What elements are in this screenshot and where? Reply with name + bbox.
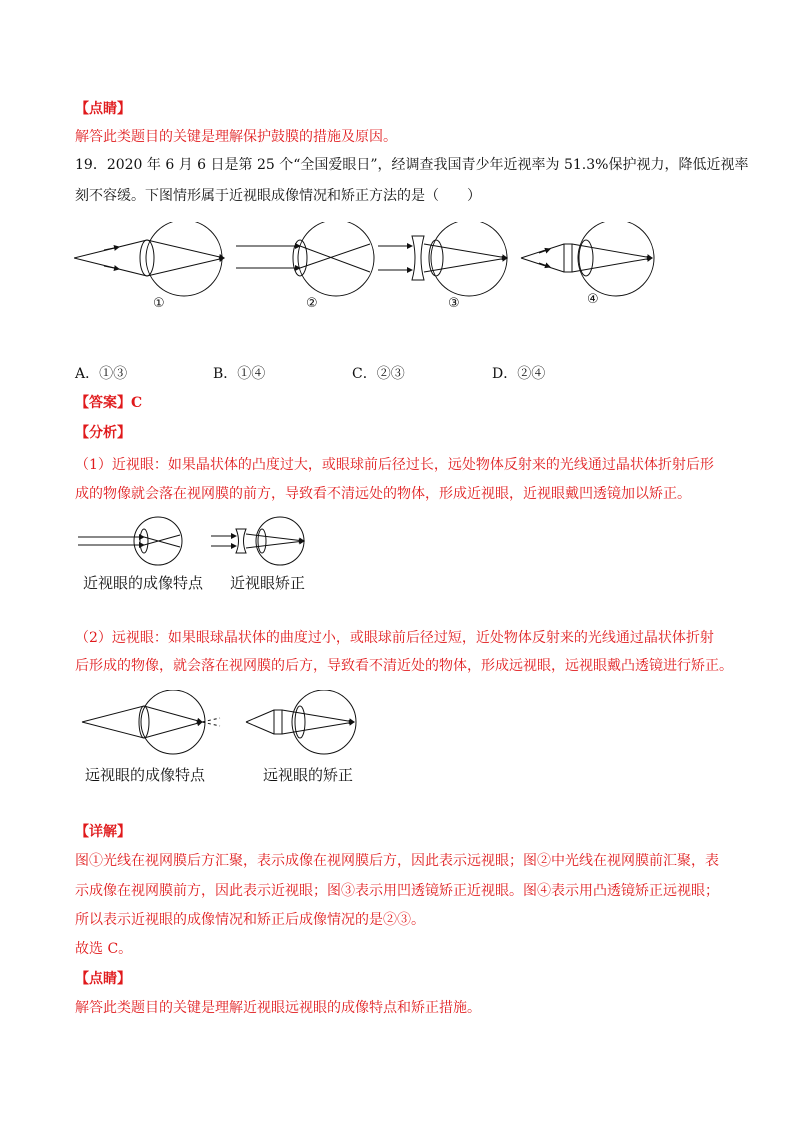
question-line-2: 刻不容缓。下图情形属于近视眼成像情况和矫正方法的是（ ） [75, 188, 481, 204]
option-a: A．①③ [75, 366, 128, 382]
dianjing-title-2: 【点睛】 [75, 971, 131, 987]
analysis-myopia-line-2: 成的物像就会落在视网膜的前方，导致看不清远处的物体，形成近视眼，近视眼戴凹透镜加以矫正。 [75, 486, 691, 502]
myopia-correction-caption: 近视眼矫正 [230, 574, 306, 592]
myopia-diagrams [76, 515, 316, 570]
option-c: C．②③ [352, 366, 405, 382]
myopia-correction-diagram [211, 517, 304, 565]
hyperopia-correction-caption: 远视眼的矫正 [263, 766, 354, 784]
eye-diagram-3 [378, 222, 507, 296]
detail-line-3: 所以表示近视眼的成像情况和矫正后成像情况的是②③。 [75, 912, 425, 928]
option-b: B．①④ [213, 366, 266, 382]
hyperopia-imaging-diagram [82, 690, 220, 754]
hyperopia-diagrams [78, 690, 378, 760]
analysis-hyperopia-line-2: 后形成的物像，就会落在视网膜的后方，导致看不清近处的物体，形成远视眼，远视眼戴凸透镜进行矫正。 [75, 658, 733, 674]
figure-label-1: ① [153, 296, 165, 311]
dianjing-text-2: 解答此类题目的关键是理解近视眼远视眼的成像特点和矫正措施。 [75, 1000, 481, 1016]
myopia-imaging-caption: 近视眼的成像特点 [83, 574, 204, 592]
figure-label-2: ② [306, 296, 318, 311]
answer: 【答案】C [75, 395, 143, 411]
analysis-hyperopia-line-1: （2）远视眼：如果眼球晶状体的曲度过小，或眼球前后径过短，近处物体反射来的光线通过晶状体折射 [75, 630, 714, 646]
myopia-imaging-diagram [78, 517, 182, 565]
hyperopia-correction-diagram [246, 690, 356, 754]
detail-line-1: 图①光线在视网膜后方汇聚，表示成像在视网膜后方，因此表示远视眼；图②中光线在视网膜前汇聚，表 [75, 853, 719, 869]
detail-line-2: 示成像在视网膜前方，因此表示近视眼；图③表示用凹透镜矫正近视眼。图④表示用凸透镜矫正远视眼； [75, 883, 719, 899]
dianjing-title-1: 【点睛】 [75, 101, 131, 117]
question-line-1: 19．2020 年 6 月 6 日是第 25 个“全国爱眼日”，经调查我国青少年近视率为 51.3%保护视力，降低近视率 [75, 157, 749, 173]
analysis-title: 【分析】 [75, 425, 131, 441]
hyperopia-imaging-caption: 远视眼的成像特点 [85, 766, 206, 784]
eye-diagram-4 [521, 222, 654, 296]
detail-title: 【详解】 [75, 824, 131, 840]
detail-line-4: 故选 C。 [75, 941, 133, 957]
analysis-myopia-line-1: （1）近视眼：如果晶状体的凸度过大，或眼球前后径过长，远处物体反射来的光线通过晶状体折射后形 [75, 457, 714, 473]
option-d: D．②④ [492, 366, 546, 382]
figure-label-4: ④ [587, 292, 599, 307]
eye-diagram-1 [74, 222, 224, 296]
eye-diagram-2 [236, 222, 374, 296]
figure-label-3: ③ [448, 296, 460, 311]
dianjing-text-1: 解答此类题目的关键是理解保护鼓膜的措施及原因。 [75, 129, 397, 145]
